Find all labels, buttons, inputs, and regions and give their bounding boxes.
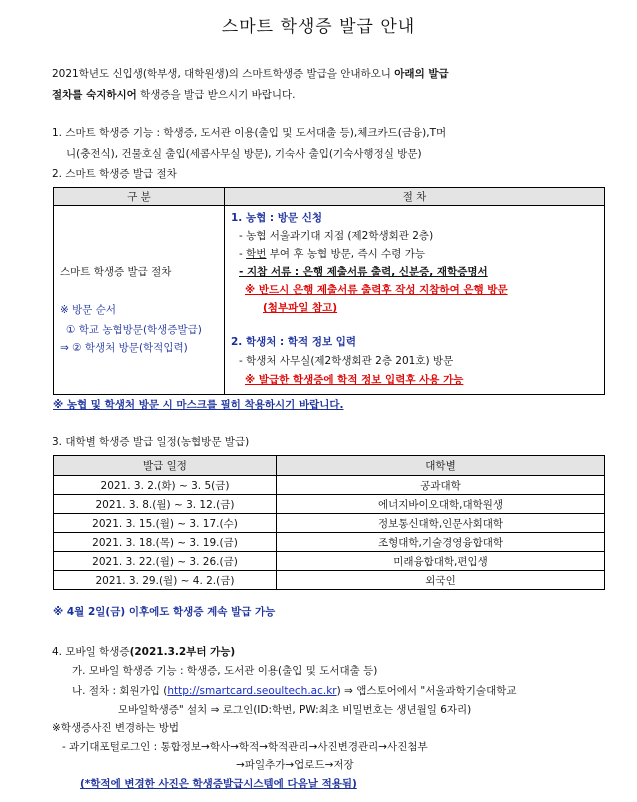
- intro-bold-2: 절차를 숙지하시어: [52, 89, 137, 101]
- header-procedure: 절 차: [225, 188, 605, 206]
- schedule-date: 2021. 3. 2.(화) ~ 3. 5(금): [54, 476, 277, 495]
- mask-notice: ※ 농협 및 학생처 방문 시 마스크를 필히 착용하시기 바랍니다.: [53, 399, 344, 411]
- schedule-college: 외국인: [277, 571, 605, 590]
- table-row: [54, 476, 605, 495]
- intro-text-2: 학생증을 발급 받으시기 바랍니다.: [136, 89, 296, 101]
- category-cell: [54, 206, 225, 395]
- schedule-college: 에너지바이오대학,대학원생: [277, 495, 605, 514]
- page-title: 스마트 학생증 발급 안내: [221, 17, 416, 37]
- nh-documents: - 지참 서류 : 은행 제출서류 출력, 신분증, 재학증명서: [239, 266, 488, 278]
- student-affairs-title: 2. 학생처 : 학적 정보 입력: [231, 336, 357, 348]
- section4-date: (2021.3.2부터 가능): [129, 646, 236, 658]
- section4-title: [52, 644, 235, 659]
- mobile-procedure: [72, 683, 517, 698]
- student-affairs-office: - 학생처 사무실(제2학생회관 2층 201호) 방문: [239, 355, 454, 367]
- continued-issuance-note: ※ 4월 2일(금) 이후에도 학생증 계속 발급 가능: [53, 606, 276, 618]
- schedule-college: 조형대학,기술경영융합대학: [277, 533, 605, 552]
- schedule-college: 정보통신대학,인문사회대학: [277, 514, 605, 533]
- nh-warning: ※ 반드시 은행 제출서류 출력후 작성 지참하여 은행 방문: [245, 284, 508, 296]
- section1-line2: 니(충전식), 건물호실 출입(세콤사무실 방문), 기숙사 출입(기숙사행정실 방문): [66, 148, 422, 160]
- header-college: 대학별: [277, 456, 605, 476]
- table-row: [54, 495, 605, 514]
- nh-location: - 농협 서울과기대 지점 (제2학생회관 2층): [239, 230, 434, 242]
- visit-order-label: ※ 방문 순서: [60, 304, 117, 316]
- smartcard-link[interactable]: http://smartcard.seoultech.ac.kr: [167, 685, 337, 697]
- nh-attachment-note: (첨부파일 참고): [263, 302, 338, 314]
- intro-paragraph: [52, 64, 582, 106]
- visit-step-1: ① 학교 농협방문(학생증발급): [66, 324, 202, 336]
- mobile-procedure-line2: 모바일학생증" 설치 ⇒ 로그인(ID:학번, PW:최초 비밀번호는 생년월일 6자리): [118, 704, 472, 716]
- nh-title: 1. 농협 : 방문 신청: [231, 212, 322, 224]
- schedule-date: 2021. 3. 15.(월) ~ 3. 17.(수): [54, 514, 277, 533]
- schedule-date: 2021. 3. 29.(월) ~ 4. 2.(금): [54, 571, 277, 590]
- schedule-date: 2021. 3. 8.(월) ~ 3. 12.(금): [54, 495, 277, 514]
- visit-step-2: ⇒ ② 학생처 방문(학적입력): [60, 342, 188, 354]
- schedule-date: 2021. 3. 22.(월) ~ 3. 26.(금): [54, 552, 277, 571]
- photo-change-title: ※학생증사진 변경하는 방법: [52, 722, 180, 734]
- schedule-table: [53, 455, 605, 590]
- photo-change-steps-2: →파일추가→업로드→저장: [236, 759, 354, 771]
- mobile-procedure-text: 나. 절차 : 회원가입 (: [72, 685, 168, 697]
- schedule-college: 공과대학: [277, 476, 605, 495]
- schedule-college: 미래융합대학,편입생: [277, 552, 605, 571]
- section1-line1: 1. 스마트 학생증 기능 : 학생증, 도서관 이용(출입 및 도서대출 등),체크카드(금융),T머: [52, 127, 447, 139]
- nh-visit: - 학번 부여 후 농협 방문, 즉시 수령 가능: [239, 248, 425, 260]
- category-title: 스마트 학생증 발급 절차: [60, 266, 172, 278]
- section2-title: 2. 스마트 학생증 발급 절차: [52, 168, 177, 180]
- mobile-function: 가. 모바일 학생증 기능 : 학생증, 도서관 이용(출입 및 도서대출 등): [72, 665, 378, 677]
- header-schedule: 발급 일정: [54, 456, 277, 476]
- table-row: [54, 552, 605, 571]
- photo-change-note: (*학적에 변경한 사진은 학생증발급시스템에 다음날 적용됨): [80, 778, 357, 790]
- header-category: 구 분: [54, 188, 225, 206]
- table-row: [54, 514, 605, 533]
- procedure-cell: [225, 206, 605, 395]
- table-row: [54, 533, 605, 552]
- mobile-procedure-text-2: ) ⇒ 앱스토어에서 "서울과학기술대학교: [336, 685, 517, 697]
- section4-title-text: 4. 모바일 학생증: [52, 646, 130, 658]
- nh-visit-text: 부여 후 농협 방문, 즉시 수령 가능: [266, 248, 425, 260]
- intro-bold-1: 아래의 발급: [394, 68, 449, 80]
- schedule-date: 2021. 3. 18.(목) ~ 3. 19.(금): [54, 533, 277, 552]
- intro-text: 2021학년도 신입생(학부생, 대학원생)의 스마트학생증 발급을 안내하오니: [52, 68, 395, 80]
- table-row: [54, 571, 605, 590]
- student-affairs-warning: ※ 발급한 학생증에 학적 정보 입력후 사용 가능: [245, 374, 464, 386]
- nh-student-id: 학번: [246, 248, 267, 260]
- section3-title: 3. 대학별 학생증 발급 일정(농협방문 발급): [52, 436, 250, 448]
- procedure-table: [53, 187, 605, 395]
- photo-change-steps: - 과기대포털로그인 : 통합정보→학사→학적→학적관리→사진변경관리→사진첨부: [62, 741, 428, 753]
